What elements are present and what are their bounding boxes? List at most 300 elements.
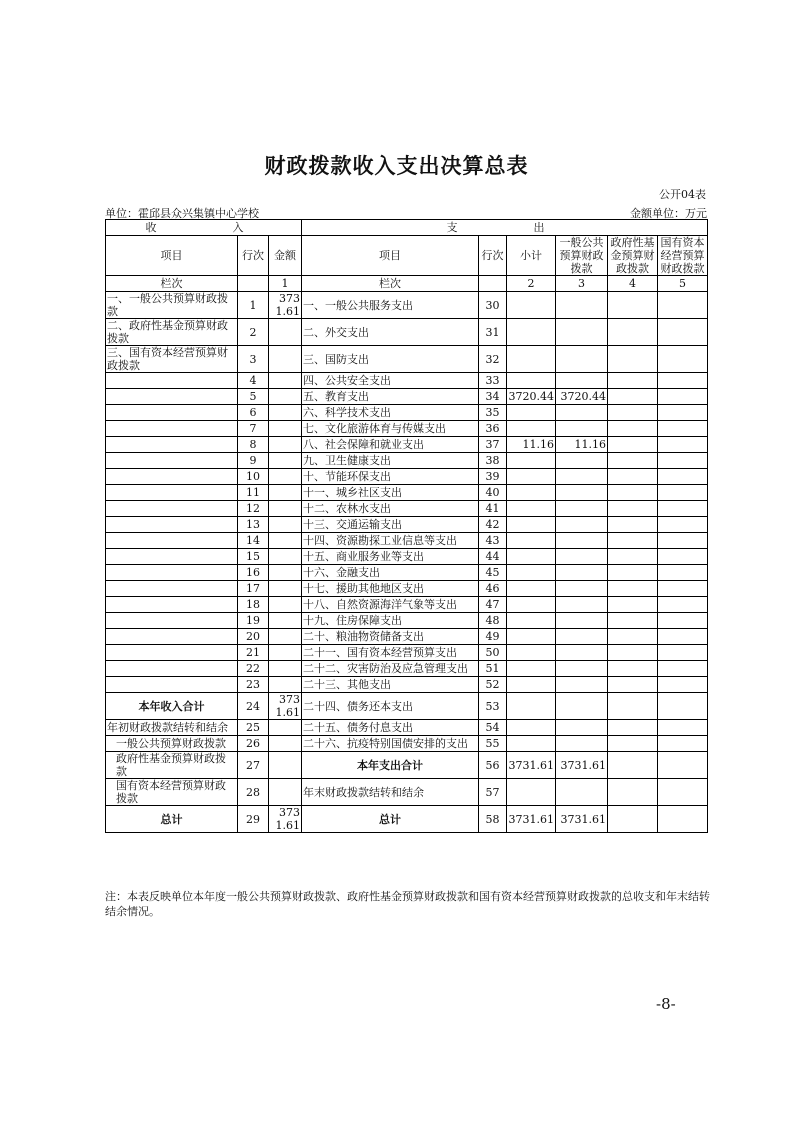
general-budget-cell bbox=[556, 517, 608, 533]
expense-item-cell: 四、公共安全支出 bbox=[302, 373, 479, 389]
income-line-cell: 23 bbox=[238, 677, 269, 693]
income-amount-cell bbox=[269, 319, 302, 346]
table-row bbox=[106, 501, 708, 517]
income-line-cell: 16 bbox=[238, 565, 269, 581]
subtotal-cell bbox=[507, 736, 556, 752]
gov-fund-cell bbox=[608, 661, 658, 677]
income-item-cell bbox=[106, 421, 238, 437]
income-line-cell: 15 bbox=[238, 549, 269, 565]
subtotal-cell: 3720.44 bbox=[508, 390, 555, 403]
general-budget-cell bbox=[556, 469, 608, 485]
col-number-2: 2 bbox=[507, 276, 556, 292]
gov-fund-cell bbox=[608, 533, 658, 549]
income-line-cell: 9 bbox=[238, 453, 269, 469]
income-item-cell: 总计 bbox=[106, 806, 238, 833]
state-capital-cell bbox=[658, 485, 708, 501]
income-item-cell bbox=[106, 549, 238, 565]
gov-fund-cell bbox=[608, 469, 658, 485]
table-row bbox=[106, 405, 708, 421]
table-row bbox=[106, 629, 708, 645]
general-budget-cell: 11.16 bbox=[556, 437, 608, 453]
gov-fund-cell bbox=[608, 629, 658, 645]
income-amount-cell bbox=[269, 549, 302, 565]
state-capital-cell bbox=[658, 677, 708, 693]
general-budget-cell bbox=[556, 779, 608, 806]
expense-item-cell: 六、科学技术支出 bbox=[302, 405, 479, 421]
expense-line-cell: 51 bbox=[479, 661, 507, 677]
general-budget-cell bbox=[556, 677, 608, 693]
gov-fund-cell bbox=[608, 549, 658, 565]
expense-item-cell: 三、国防支出 bbox=[302, 346, 479, 373]
state-capital-cell bbox=[658, 517, 708, 533]
table-row bbox=[106, 421, 708, 437]
income-amount-cell bbox=[269, 437, 302, 453]
expense-item-cell: 五、教育支出 bbox=[302, 389, 479, 405]
income-amount-cell: 3731.61 bbox=[269, 693, 302, 720]
income-line-cell: 2 bbox=[238, 319, 269, 346]
general-budget-cell bbox=[556, 533, 608, 549]
state-capital-cell bbox=[658, 292, 708, 319]
state-capital-cell bbox=[658, 629, 708, 645]
income-line-cell: 8 bbox=[238, 437, 269, 453]
subtotal-cell bbox=[507, 720, 556, 736]
expense-item-cell: 十、节能环保支出 bbox=[302, 469, 479, 485]
income-amount-cell bbox=[269, 779, 302, 806]
gov-fund-cell bbox=[608, 501, 658, 517]
expense-item-cell: 总计 bbox=[302, 806, 479, 833]
state-capital-cell bbox=[658, 613, 708, 629]
general-budget-cell bbox=[556, 581, 608, 597]
expense-item-cell: 二十一、国有资本经营预算支出 bbox=[302, 645, 479, 661]
gov-fund-cell bbox=[608, 292, 658, 319]
gov-fund-cell bbox=[608, 319, 658, 346]
income-line-cell: 6 bbox=[238, 405, 269, 421]
subtotal-cell bbox=[507, 661, 556, 677]
gov-fund-cell bbox=[608, 736, 658, 752]
general-budget-cell bbox=[556, 565, 608, 581]
table-row bbox=[106, 720, 708, 736]
income-item-cell: 二、政府性基金预算财政拨款 bbox=[106, 319, 238, 346]
gov-fund-cell bbox=[608, 720, 658, 736]
income-amount-cell bbox=[269, 517, 302, 533]
subtotal-cell bbox=[507, 693, 556, 720]
table-row bbox=[106, 779, 708, 806]
subtotal-cell: 3731.61 bbox=[507, 806, 556, 833]
expense-line-cell: 55 bbox=[479, 736, 507, 752]
expense-line-cell: 31 bbox=[479, 319, 507, 346]
gov-fund-cell bbox=[608, 645, 658, 661]
general-budget-cell bbox=[556, 720, 608, 736]
income-item-cell bbox=[106, 565, 238, 581]
income-line-cell: 26 bbox=[238, 736, 269, 752]
expense-line-cell: 38 bbox=[479, 453, 507, 469]
subtotal-cell bbox=[507, 501, 556, 517]
col-label-expense: 栏次 bbox=[302, 276, 479, 292]
expense-line-cell: 56 bbox=[479, 752, 507, 779]
subtotal-cell bbox=[507, 405, 556, 421]
state-capital-cell bbox=[658, 346, 708, 373]
subtotal-cell: 11.16 bbox=[507, 437, 556, 453]
expense-line-cell: 39 bbox=[479, 469, 507, 485]
state-capital-cell bbox=[658, 389, 708, 405]
general-budget-cell bbox=[556, 693, 608, 720]
col-empty bbox=[238, 276, 269, 292]
income-item-cell bbox=[106, 501, 238, 517]
expense-line-cell: 42 bbox=[479, 517, 507, 533]
expense-line-cell: 33 bbox=[479, 373, 507, 389]
income-item-cell: 本年收入合计 bbox=[106, 693, 238, 720]
expense-item-cell: 十八、自然资源海洋气象等支出 bbox=[302, 597, 479, 613]
state-capital-cell bbox=[658, 565, 708, 581]
gov-fund-header: 政府性基金预算财政拨款 bbox=[608, 236, 658, 276]
income-line-cell: 19 bbox=[238, 613, 269, 629]
table-row bbox=[106, 581, 708, 597]
expense-item-cell: 十五、商业服务业等支出 bbox=[302, 549, 479, 565]
income-item-cell: 年初财政拨款结转和结余 bbox=[106, 720, 238, 736]
income-item-cell: 三、国有资本经营预算财政拨款 bbox=[106, 346, 238, 373]
expense-item-cell: 二十四、债务还本支出 bbox=[302, 693, 479, 720]
expense-line-cell: 48 bbox=[479, 613, 507, 629]
state-capital-cell bbox=[658, 501, 708, 517]
gov-fund-cell bbox=[608, 485, 658, 501]
income-item-cell bbox=[106, 405, 238, 421]
income-line-cell: 28 bbox=[238, 779, 269, 806]
income-amount-cell bbox=[269, 613, 302, 629]
subtotal-cell bbox=[507, 373, 556, 389]
income-amount-cell bbox=[269, 501, 302, 517]
expense-item-cell: 十一、城乡社区支出 bbox=[302, 485, 479, 501]
income-amount-cell bbox=[269, 597, 302, 613]
income-line-cell: 12 bbox=[238, 501, 269, 517]
income-amount-cell bbox=[269, 421, 302, 437]
expense-item-cell: 九、卫生健康支出 bbox=[302, 453, 479, 469]
income-header: 收 入 bbox=[106, 220, 302, 236]
income-line-cell: 17 bbox=[238, 581, 269, 597]
subtotal-cell bbox=[507, 319, 556, 346]
income-item-cell bbox=[106, 469, 238, 485]
general-budget-cell bbox=[556, 319, 608, 346]
col-number-3: 3 bbox=[556, 276, 608, 292]
income-line-cell: 25 bbox=[238, 720, 269, 736]
col-number-4: 4 bbox=[608, 276, 658, 292]
state-capital-cell bbox=[658, 373, 708, 389]
expense-item-cell: 二十六、抗疫特别国债安排的支出 bbox=[302, 736, 479, 752]
expense-item-cell: 年末财政拨款结转和结余 bbox=[302, 779, 479, 806]
general-budget-cell bbox=[556, 629, 608, 645]
subtotal-cell: 3731.61 bbox=[507, 752, 556, 779]
income-line-cell: 5 bbox=[238, 389, 269, 405]
income-item-cell bbox=[106, 677, 238, 693]
table-row bbox=[106, 292, 708, 319]
table-row bbox=[106, 549, 708, 565]
income-line-cell: 1 bbox=[238, 292, 269, 319]
expense-line-cell: 53 bbox=[479, 693, 507, 720]
table-row bbox=[106, 437, 708, 453]
expense-line-cell: 37 bbox=[479, 437, 507, 453]
state-capital-cell bbox=[658, 661, 708, 677]
state-capital-cell bbox=[658, 533, 708, 549]
general-budget-cell bbox=[556, 453, 608, 469]
page-number: -8- bbox=[656, 995, 676, 1013]
general-budget-header: 一般公共预算财政拨款 bbox=[556, 236, 608, 276]
state-capital-cell bbox=[658, 693, 708, 720]
state-capital-cell bbox=[658, 736, 708, 752]
state-capital-cell bbox=[658, 597, 708, 613]
gov-fund-cell bbox=[608, 346, 658, 373]
expense-item-cell: 十三、交通运输支出 bbox=[302, 517, 479, 533]
page-title: 财政拨款收入支出决算总表 bbox=[264, 153, 529, 178]
expense-item-cell: 二十三、其他支出 bbox=[302, 677, 479, 693]
subtotal-cell bbox=[507, 613, 556, 629]
state-capital-cell bbox=[658, 405, 708, 421]
state-capital-cell bbox=[658, 752, 708, 779]
expense-line-header: 行次 bbox=[479, 236, 507, 276]
general-budget-cell bbox=[556, 346, 608, 373]
general-budget-cell: 3720.44 bbox=[556, 389, 608, 405]
state-capital-cell bbox=[658, 319, 708, 346]
table-row bbox=[106, 677, 708, 693]
gov-fund-cell bbox=[608, 453, 658, 469]
table-row bbox=[106, 346, 708, 373]
expense-line-cell: 47 bbox=[479, 597, 507, 613]
income-line-cell: 14 bbox=[238, 533, 269, 549]
gov-fund-cell bbox=[608, 779, 658, 806]
table-row bbox=[106, 752, 708, 779]
expense-line-cell: 40 bbox=[479, 485, 507, 501]
expense-item-cell: 十七、援助其他地区支出 bbox=[302, 581, 479, 597]
income-amount-cell bbox=[269, 629, 302, 645]
income-amount-cell bbox=[269, 581, 302, 597]
income-line-cell: 27 bbox=[238, 752, 269, 779]
income-amount-cell bbox=[269, 720, 302, 736]
general-budget-cell bbox=[556, 485, 608, 501]
income-item-cell bbox=[106, 389, 238, 405]
table-row bbox=[106, 661, 708, 677]
income-amount-cell bbox=[269, 485, 302, 501]
state-capital-cell bbox=[658, 806, 708, 833]
expense-item-cell: 二十五、债务付息支出 bbox=[302, 720, 479, 736]
gov-fund-cell bbox=[608, 437, 658, 453]
table-row bbox=[106, 613, 708, 629]
expense-item-cell: 一、一般公共服务支出 bbox=[302, 292, 479, 319]
income-item-cell bbox=[106, 373, 238, 389]
expense-line-cell: 45 bbox=[479, 565, 507, 581]
gov-fund-cell bbox=[608, 677, 658, 693]
income-amount-cell bbox=[269, 453, 302, 469]
expense-line-cell: 35 bbox=[479, 405, 507, 421]
expense-item-cell: 十四、资源勘探工业信息等支出 bbox=[302, 533, 479, 549]
expense-item-header: 项目 bbox=[302, 236, 479, 276]
expense-line-cell: 57 bbox=[479, 779, 507, 806]
state-capital-cell bbox=[658, 779, 708, 806]
expense-line-cell: 49 bbox=[479, 629, 507, 645]
footnote: 注：本表反映单位本年度一般公共预算财政拨款、政府性基金预算财政拨款和国有资本经营预算财政拨款的总收支和年末结转结余情况。 bbox=[105, 890, 710, 918]
state-capital-cell bbox=[658, 645, 708, 661]
income-amount-cell bbox=[269, 677, 302, 693]
col-number-5: 5 bbox=[658, 276, 708, 292]
expense-item-cell: 十九、住房保障支出 bbox=[302, 613, 479, 629]
table-row bbox=[106, 597, 708, 613]
subtotal-cell bbox=[507, 581, 556, 597]
income-line-cell: 13 bbox=[238, 517, 269, 533]
table-row bbox=[106, 469, 708, 485]
expense-item-cell: 十六、金融支出 bbox=[302, 565, 479, 581]
subtotal-cell bbox=[507, 565, 556, 581]
income-line-cell: 18 bbox=[238, 597, 269, 613]
income-amount-cell bbox=[269, 533, 302, 549]
state-capital-cell bbox=[658, 549, 708, 565]
expense-item-cell: 二十二、灾害防治及应急管理支出 bbox=[302, 661, 479, 677]
general-budget-cell bbox=[556, 373, 608, 389]
income-amount-cell bbox=[269, 373, 302, 389]
expense-line-cell: 30 bbox=[479, 292, 507, 319]
income-item-cell: 一、一般公共预算财政拨款 bbox=[106, 292, 238, 319]
gov-fund-cell bbox=[608, 373, 658, 389]
income-line-cell: 24 bbox=[238, 693, 269, 720]
income-item-header: 项目 bbox=[106, 236, 238, 276]
col-empty bbox=[479, 276, 507, 292]
general-budget-cell bbox=[556, 661, 608, 677]
income-line-cell: 4 bbox=[238, 373, 269, 389]
state-capital-cell bbox=[658, 720, 708, 736]
income-item-cell: 国有资本经营预算财政拨款 bbox=[106, 779, 238, 806]
table-row bbox=[106, 693, 708, 720]
income-item-cell bbox=[106, 629, 238, 645]
expense-item-cell: 七、文化旅游体育与传媒支出 bbox=[302, 421, 479, 437]
general-budget-cell bbox=[556, 645, 608, 661]
expense-line-cell: 34 bbox=[479, 389, 507, 405]
income-item-cell bbox=[106, 597, 238, 613]
state-capital-cell bbox=[658, 437, 708, 453]
general-budget-cell bbox=[556, 421, 608, 437]
col-number-1: 1 bbox=[269, 276, 302, 292]
general-budget-cell bbox=[556, 292, 608, 319]
table-row bbox=[106, 645, 708, 661]
subtotal-cell bbox=[507, 677, 556, 693]
subtotal-cell bbox=[507, 346, 556, 373]
general-budget-cell bbox=[556, 613, 608, 629]
expense-item-cell: 本年支出合计 bbox=[302, 752, 479, 779]
general-budget-cell bbox=[556, 405, 608, 421]
col-label-income: 栏次 bbox=[106, 276, 238, 292]
income-amount-cell: 3731.61 bbox=[269, 806, 302, 833]
table-row bbox=[106, 373, 708, 389]
income-line-header: 行次 bbox=[238, 236, 269, 276]
income-item-cell bbox=[106, 533, 238, 549]
income-line-cell: 7 bbox=[238, 421, 269, 437]
expense-line-cell: 36 bbox=[479, 421, 507, 437]
amount-unit: 金额单位：万元 bbox=[630, 207, 707, 220]
state-capital-header: 国有资本经营预算财政拨款 bbox=[658, 236, 708, 276]
subtotal-cell bbox=[507, 292, 556, 319]
subtotal-cell bbox=[507, 453, 556, 469]
subtotal-cell bbox=[507, 779, 556, 806]
state-capital-cell bbox=[658, 421, 708, 437]
income-item-cell bbox=[106, 453, 238, 469]
gov-fund-cell bbox=[608, 752, 658, 779]
income-amount-cell bbox=[269, 736, 302, 752]
general-budget-cell: 3731.61 bbox=[556, 806, 608, 833]
expense-line-cell: 32 bbox=[479, 346, 507, 373]
income-amount-cell bbox=[269, 346, 302, 373]
income-amount-cell bbox=[269, 389, 302, 405]
table-row bbox=[106, 517, 708, 533]
expense-line-cell: 44 bbox=[479, 549, 507, 565]
income-item-cell bbox=[106, 437, 238, 453]
table-row bbox=[106, 533, 708, 549]
gov-fund-cell bbox=[608, 693, 658, 720]
expense-line-cell: 41 bbox=[479, 501, 507, 517]
gov-fund-cell bbox=[608, 517, 658, 533]
income-amount-cell bbox=[269, 645, 302, 661]
expense-line-cell: 46 bbox=[479, 581, 507, 597]
subtotal-cell bbox=[507, 629, 556, 645]
state-capital-cell bbox=[658, 581, 708, 597]
form-code: 公开04表 bbox=[659, 188, 706, 201]
expense-line-cell: 54 bbox=[479, 720, 507, 736]
table-row bbox=[106, 565, 708, 581]
income-amount-cell bbox=[269, 469, 302, 485]
subtotal-cell bbox=[507, 645, 556, 661]
table-row bbox=[106, 736, 708, 752]
income-line-cell: 22 bbox=[238, 661, 269, 677]
expense-line-cell: 50 bbox=[479, 645, 507, 661]
general-budget-cell bbox=[556, 501, 608, 517]
expense-line-cell: 58 bbox=[479, 806, 507, 833]
gov-fund-cell bbox=[608, 613, 658, 629]
table-row bbox=[106, 319, 708, 346]
gov-fund-cell bbox=[608, 565, 658, 581]
income-amount-header: 金额 bbox=[269, 236, 302, 276]
income-amount-cell bbox=[269, 661, 302, 677]
income-amount-cell bbox=[269, 565, 302, 581]
expense-line-cell: 43 bbox=[479, 533, 507, 549]
expense-item-cell: 二、外交支出 bbox=[302, 319, 479, 346]
subtotal-cell bbox=[507, 549, 556, 565]
general-budget-cell bbox=[556, 597, 608, 613]
table-row bbox=[106, 389, 708, 405]
gov-fund-cell bbox=[608, 421, 658, 437]
income-item-cell bbox=[106, 517, 238, 533]
unit-label: 单位：霍邱县众兴集镇中心学校 bbox=[105, 207, 259, 220]
gov-fund-cell bbox=[608, 597, 658, 613]
expense-header: 支 出 bbox=[302, 220, 708, 236]
subtotal-cell bbox=[507, 517, 556, 533]
expense-item-cell: 十二、农林水支出 bbox=[302, 501, 479, 517]
budget-table bbox=[105, 219, 708, 833]
income-line-cell: 21 bbox=[238, 645, 269, 661]
subtotal-cell bbox=[507, 597, 556, 613]
state-capital-cell bbox=[658, 469, 708, 485]
subtotal-cell bbox=[507, 485, 556, 501]
income-item-cell bbox=[106, 581, 238, 597]
income-line-cell: 3 bbox=[238, 346, 269, 373]
subtotal-cell bbox=[507, 533, 556, 549]
general-budget-cell bbox=[556, 549, 608, 565]
subtotal-header: 小计 bbox=[507, 236, 556, 276]
general-budget-cell bbox=[556, 736, 608, 752]
income-item-cell bbox=[106, 661, 238, 677]
expense-line-cell: 52 bbox=[479, 677, 507, 693]
income-line-cell: 20 bbox=[238, 629, 269, 645]
income-item-cell: 一般公共预算财政拨款 bbox=[106, 736, 238, 752]
income-item-cell bbox=[106, 485, 238, 501]
gov-fund-cell bbox=[608, 581, 658, 597]
gov-fund-cell bbox=[608, 405, 658, 421]
state-capital-cell bbox=[658, 453, 708, 469]
gov-fund-cell bbox=[608, 806, 658, 833]
subtotal-cell bbox=[507, 469, 556, 485]
